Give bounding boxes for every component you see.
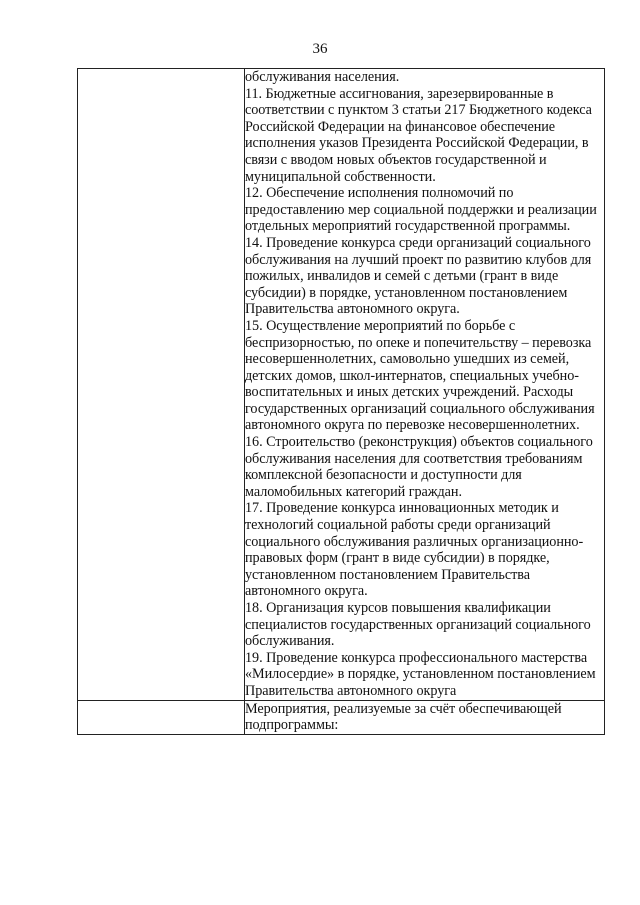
paragraph: 17. Проведение конкурса инновационных методик и технологий социальной работы среди организаций социального обслуживания различных организационно-правовых форм (грант в виде субсидии) в порядке, установленном постановлением Правительства автономного округа. <box>245 500 584 600</box>
paragraph: 16. Строительство (реконструкция) объектов социального обслуживания населения для соответствия требованиям комплексной безопасности и доступности для маломобильных категорий граждан. <box>245 434 593 500</box>
paragraph: 14. Проведение конкурса среди организаций социального обслуживания на лучший проект по развитию клубов для пожилых, инвалидов и семей с детьми (грант в виде субсидии) в порядке, установленном постановлением Правительства автономного округа. <box>245 234 592 318</box>
paragraph: Мероприятия, реализуемые за счёт обеспечивающей подпрограммы: <box>245 700 562 734</box>
table-row <box>78 69 605 701</box>
paragraph: 15. Осуществление мероприятий по борьбе с беспризорностью, по опеке и попечительству – перевозка несовершеннолетних, самовольно ушедших из семей, детских домов, школ-интернатов, специальных учебно-воспитательных и иных детских учреждений. Расходы государственных организаций социального обслуживания автономного округа по перевозке несовершеннолетних. <box>245 317 595 434</box>
left-cell <box>78 69 245 701</box>
paragraph: 12. Обеспечение исполнения полномочий по предоставлению мер социальной поддержки и реализации отдельных мероприятий государственной программы. <box>245 185 597 235</box>
program-table <box>77 68 605 735</box>
right-cell <box>245 69 605 701</box>
right-cell <box>245 700 605 734</box>
paragraph: 19. Проведение конкурса профессионального мастерства «Милосердие» в порядке, установленном постановлением Правительства автономного округа <box>245 649 596 699</box>
paragraph: обслуживания населения. <box>245 69 400 85</box>
paragraph: 11. Бюджетные ассигнования, зарезервированные в соответствии с пунктом 3 статьи 217 Бюджетного кодекса Российской Федерации на финансовое обеспечение исполнения указов Президента Российской Федерации, в связи с вводом новых объектов государственной и муниципальной собственности. <box>245 85 592 185</box>
page-number: 36 <box>312 41 328 57</box>
left-cell <box>78 700 245 734</box>
paragraph: 18. Организация курсов повышения квалификации специалистов государственных организаций социального обслуживания. <box>245 600 591 650</box>
table-row <box>78 700 605 734</box>
